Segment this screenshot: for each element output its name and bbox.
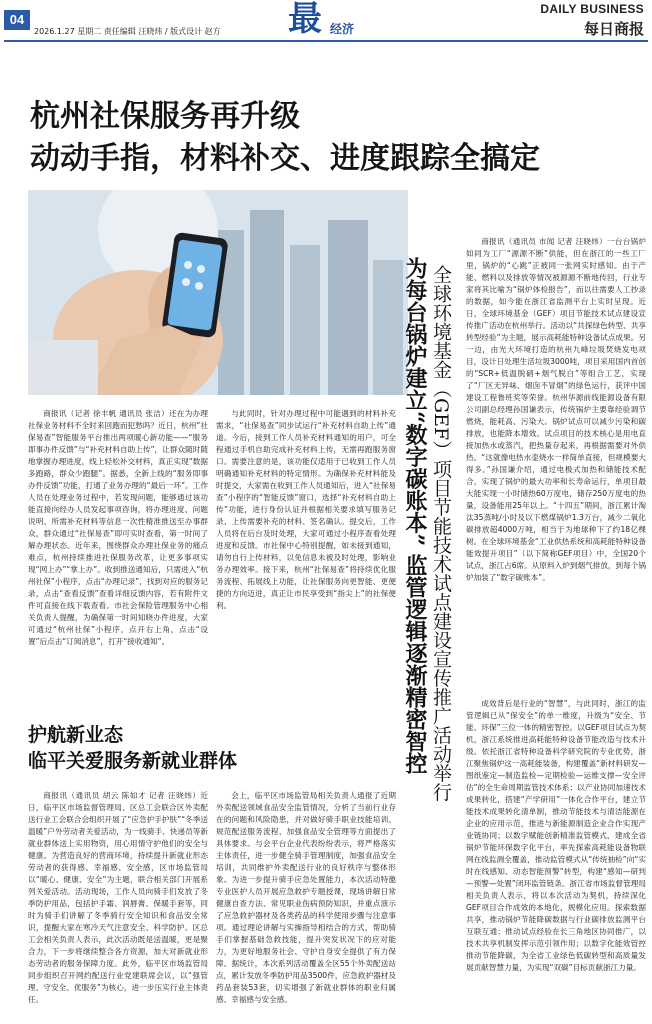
article2-col1-text: 商报讯（通讯员 市闻 记者 汪晓炜）一台台锅炉如同为工厂“源源不断”供能，但在浙江的一些工厂里，锅炉的“心跳”正被同一张网实时感知。由于产能、燃料以及排放等情况被源源不断地传回，行业专家将其比喻为“锅炉体检报告”，而以往需要人工抄录的数据，如今能在浙江省监测平台上实时呈现。近日，全球环境基金（GEF）项目节能技术试点建设宣传推广活动在杭州举行。活动以“共探绿色转型、共享转型经验”为主题，展示高耗能特种设备试点成果。另一边，由光大环境打造的杭州九峰垃圾焚烧发电项目，设计日处理生活垃圾3000吨，项目采用国内首创的“SCR+低温脱硝+烟气脱白”等组合工艺，实现了“厂区无异味、烟囱不冒烟”的绿色运行，获评中国建设工程鲁班奖等荣誉。杭州华源前线能源设备有限公司副总经理孙国谦表示，传统锅炉主要靠经验调节燃烧，能耗高、污染大。锅炉试点可以减少污染和碳排放，也能降本增效。试点项目的技术核心是用电直接加热水或蒸汽，把热量存起来，再根据需要对外供热。“这就像电热水壶烧水一样简单直接，但规模要大得多。”孙国谦介绍，通过电极式加热和储能技术配合，实现了锅炉的最大功率和长寿命运行，单项目最大能实现一小时储热60万度电，储存250万度电的热量，设备能用25年以上。“十四五”期间，浙江累计淘汰35蒸吨/小时及以下燃煤锅炉1.3万台，减少二氧化碳排放超4000万吨，相当于为地球种下了约18亿棵树。在全球环境基金“工业供热系统和高耗能特种设备能效提升项目”（以下简称GEF项目）中，全国20个试点，浙江占6席。从原料入炉到烟气排放，到每个锅炉加装了“数字碳账本”。 xyxy=(466,237,646,582)
article3-headline xyxy=(28,722,237,774)
vertical-headline xyxy=(400,257,452,802)
article1-column-2 xyxy=(216,408,396,704)
article3-headline-line-1: 护航新业态 xyxy=(28,724,124,746)
page-header xyxy=(0,0,652,40)
smartphone-hand-image xyxy=(28,190,408,395)
article3-column-2 xyxy=(216,790,396,1020)
main-headline xyxy=(30,96,630,180)
page-number: 04 xyxy=(4,10,30,30)
article3-column-1 xyxy=(28,790,208,1020)
brand-chinese: 每日商报 xyxy=(583,20,644,38)
vertical-headline-main: 为每台锅炉建立“数字碳账本” 监管逻辑逐渐精密智控 xyxy=(402,257,428,774)
article2-col2-text: 成效背后是行业的“智慧”，与此同时，浙江的监管逻辑已从“保安全”的单一维度，升级为“安全、节能、环保”三位一体的精密智控。以GEF项目试点为契机，浙江系统推进高耗能特种设备节能改造与技术升级。依托浙江省特种设备科学研究院的专业优势，浙江聚焦锅炉这一高耗能装备，构建覆盖“新材料研发—图纸鉴定—制造监检—定期检验—运维支撑—安全评估”的全生命周期监管技术体系；以产业协同加速技术成果转化，搭建“产学研用”一体化合作平台，建立节能技术成果转化清单制，推动节能技术与清洁能源在企业的应用示范，推进与新能源制造企业合作实现产业链协同；以数字赋能创新精准监管模式，建成全省锅炉节能环保数字化平台，率先探索高耗能设备物联网在线监测全覆盖，推动监管模式从“传统抽检”向“实时在线感知、动态智能预警”转型，构建“感知—研判—预警—处置”闭环监管链条。浙江省市场监督管理局相关负责人表示，将以本次活动为契机，持续深化GEF项目合作成效的本地化、规模化应用。探索数据共享，推动锅炉节能降碳数据与行业碳排放监测平台互联互通；推动试点经验在长三角地区协同推广，以技术共享机制发挥示范引领作用；以数字化能效管控推动节能降碳，为全省工业绿色低碳转型和高质量发展贡献智慧力量，为实现“双碳”目标贡献浙江力量。 xyxy=(466,699,646,972)
section-name: 经济 xyxy=(330,22,355,36)
article1-col1-text: 商报讯（记者 徐丰帆 通讯员 张洁）还在为办理社保业务材料不全时来回跑而犯愁吗？近日，杭州“社保易查”智能服务平台推出两项暖心新功能——“服务即事办件反馈”与“补充材料自助上传”，让群众随时随地掌握办理进度，线上轻松补交材料，真正实现“数据多跑路，群众少跑腿”。据悉，全新上线的“服务即事办件反馈”功能，打通了业务办理的“最后一环”。工作人员在处理业务过程中，若发现问题，能够通过该功能直接向经办人员发起事项咨询，将办理进度、问题说明、所需补充材料等信息一次性精准推送至办事群众，群众通过“社保易查”即可实时查看，第一时间了解办理状态。近年来，围绕群众办理社保业务的痛点难点，杭州持续推进社保服务改革，让更多事项实现“网上办”“掌上办”。收到推送通知后，只需进入“杭州社保”小程序，点击“办理记录”，找到对应的服务记录，点击“查看反馈”查看详细反馈内容，若有附件文件可直接在线下载查看。市社会保险管理服务中心相关负责人提醒，为确保第一时间知晓办件进度，大家可通过“杭州社保”小程序，点开右上角，点击“设置”后点击“订阅消息”，打开“接收通知”。 xyxy=(28,409,208,646)
article3-col1-text: 商报讯（通讯员 胡云 陈如才 记者 汪晓炜）近日，临平区市场监督管理局、区总工会联合区外卖配送行业工会联合会组织开展了“应急护手护肤”“冬季送温暖”户外劳动者关爱活动，为一线骑手、快递员等新就业群体送上实用物资，用心用情守护他们的安全与健康。为营造良好的营商环境，持续提升新就业形态劳动者的获得感、幸福感、安全感，区市场监管局以“暖心、健康、安全”为主题，联合相关部门开展系列关爱活动。活动现场，工作人员向骑手们发放了冬季防护用品，包括护手霜、润唇膏、保暖手套等，同时为骑手们讲解了冬季骑行安全知识和食品安全常识，提醒大家在寒冷天气注意安全、科学防护。区总工会相关负责人表示，此次活动既是送温暖，更是聚合力，下一步将继续整合各方资源，加大对新就业形态劳动者的服务保障力度。此外，临平区市场监管局同步组织召开网约配送行业党建联席会议，以“强管理、守安全、优服务”为核心，进一步压实行业主体责任。 xyxy=(28,791,208,1004)
article3-col2-text: 会上，临平区市场监管局相关负责人通报了近期外卖配送领域食品安全监管情况，分析了当前行业存在的问题和风险隐患，并对做好骑手职业技能培训、规范配送服务流程、加强食品安全管理等方面提出了具体要求。与会平台企业代表纷纷表示，将严格落实主体责任，进一步健全骑手管理制度，加强食品安全培训，共同维护外卖配送行业的良好秩序与整体形象。为进一步提升骑手应急处置能力，本次活动特邀专业医护人员开展应急救护专题授课，现场讲解日常健康自查方法、常见职业伤病预防知识，并重点演示了应急救护器材及各类药品的科学使用步骤与注意事项。通过理论讲解与实操指导相结合的方式，帮助骑手们掌握基础急救技能，提升突发状况下的应对能力，为更好地服务社会、守护自身安全提供了有力保障。据统计，本次系列活动覆盖全区55个外卖配送站点，累计发放冬季防护用品3500件，应急救护器材及药品套装53套，切实增强了新就业群体的职业归属感、幸福感与安全感。 xyxy=(216,791,396,1004)
dateline: 2026.1.27 星期二 责任编辑 汪晓炜 / 版式设计 赵方 xyxy=(34,27,221,36)
headline-line-1: 杭州社保服务再升级 xyxy=(30,99,300,134)
article-photo xyxy=(28,190,408,395)
header-rule xyxy=(4,40,648,42)
article2-column-1 xyxy=(466,236,646,696)
article2-column-2 xyxy=(466,698,646,1018)
vertical-headline-sub: 全球环境基金（GEF）项目节能技术试点建设宣传推广活动举行 xyxy=(430,265,452,802)
article1-col2-text: 与此同时，针对办理过程中可能遇到的材料补充需求，“社保易查”同步试运行“补充材料自助上传”通道。今后，接到工作人员补充材料通知的用户，可全程通过手机自助完成补充材料上传，无需再跑服务窗口。需要注意的是，该功能仅适用于已收到工作人员明确通知补充材料的特定情形。为确保补充材料能及时提交，大家需在收到工作人员通知后，进入“社保易查”小程序的“智能反馈”窗口，选择“补充材料自助上传”功能，进行身份认证并根据相关要求填写服务记录、上传需要补充的材料、签名确认。提交后，工作人员将在后台及时处理，大家可通过小程序查看处理进度和反馈。市社保中心特别提醒，如未接到通知，请勿自行上传材料，以免信息未被及时处理，影响业务办理效率。接下来，杭州“社保易查”将持续优化服务流程、拓展线上功能，让社保服务向更智能、更便捷的方向迈进，真正让市民享受到“指尖上”的社保便利。 xyxy=(216,409,396,610)
brand-english: DAILY BUSINESS xyxy=(540,2,644,16)
article3-headline-line-2: 临平关爱服务新就业群体 xyxy=(28,750,238,772)
article1-column-1 xyxy=(28,408,208,704)
section-logo: 最 xyxy=(288,0,322,39)
headline-line-2: 动动手指，材料补交、进度跟踪全搞定 xyxy=(30,141,540,176)
